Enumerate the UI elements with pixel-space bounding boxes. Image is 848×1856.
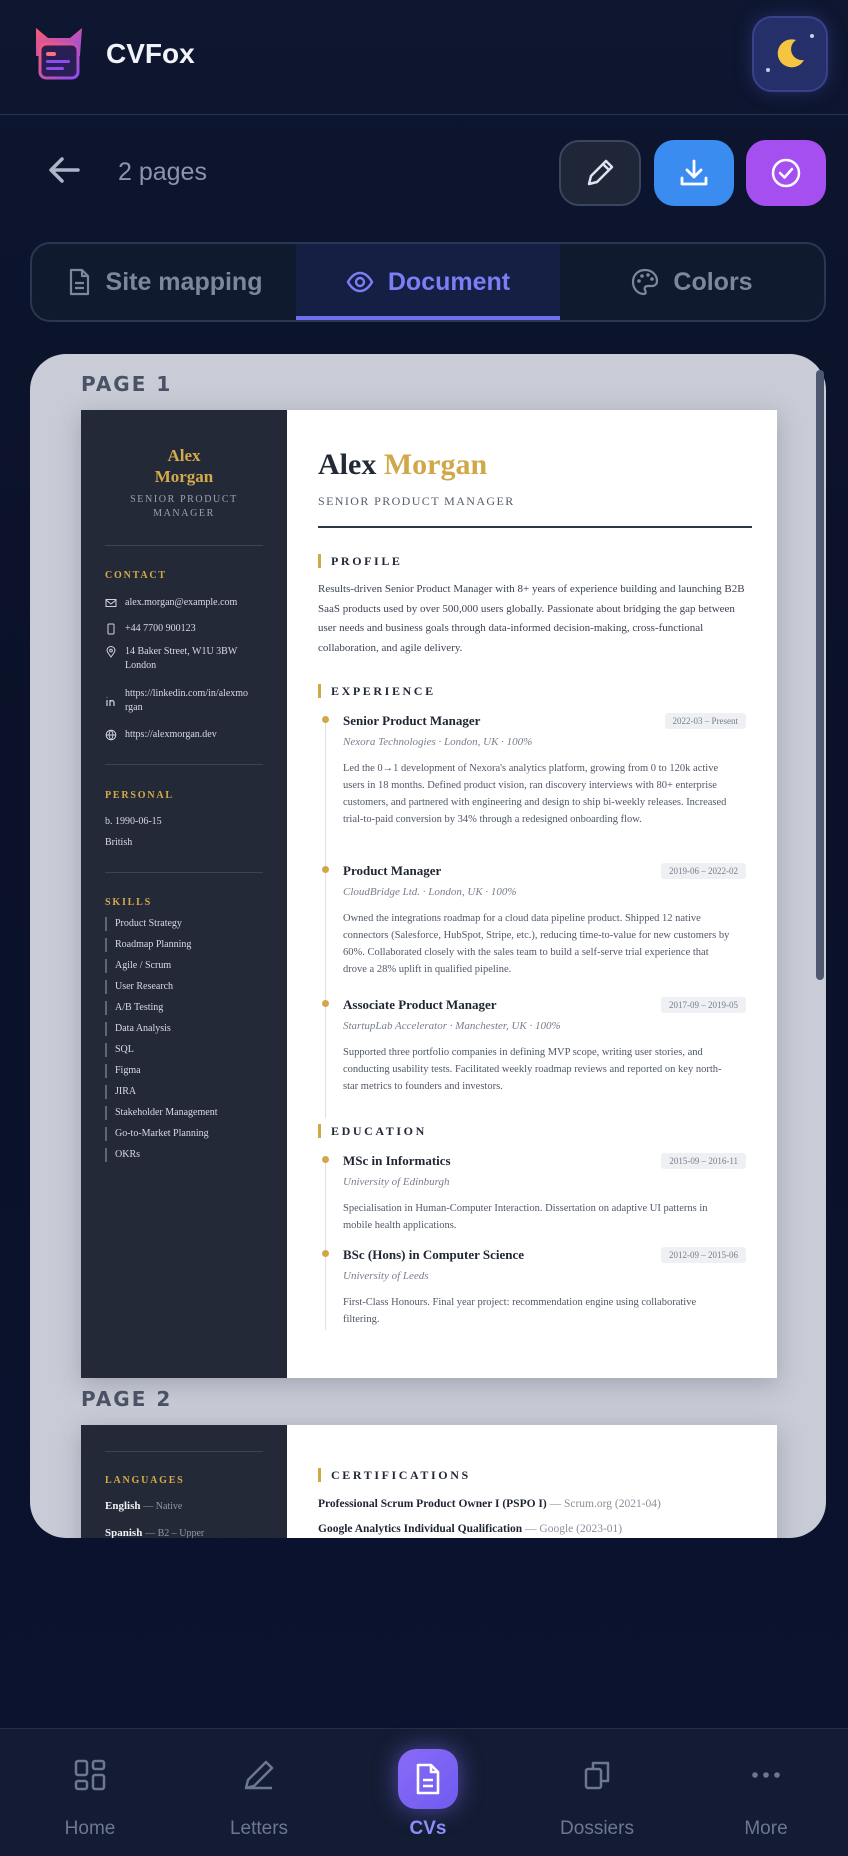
phone-icon — [105, 623, 117, 635]
job-date: 2017-09 – 2019-05 — [661, 997, 746, 1013]
timeline-dot — [322, 866, 329, 873]
job-title: Senior Product Manager — [343, 713, 481, 728]
page-2-label: PAGE 2 — [81, 1387, 173, 1411]
personal-birth: b. 1990-06-15 — [105, 816, 162, 827]
certification-item: Professional Scrum Product Owner I (PSPO I) — Scrum.org (2021-04) — [318, 1498, 661, 1510]
contact-heading: CONTACT — [105, 570, 167, 581]
cv-main-content — [287, 1425, 777, 1538]
sidebar-first-name: Alex — [167, 446, 201, 465]
timeline-dot — [322, 1000, 329, 1007]
timeline-dot — [322, 716, 329, 723]
job-org: CloudBridge Ltd. · London, UK · 100% — [343, 886, 517, 898]
location-icon — [105, 646, 117, 658]
cv-page-2 — [81, 1425, 777, 1538]
document-icon — [412, 1762, 444, 1796]
nav-home[interactable] — [25, 1729, 155, 1856]
page-1-label: PAGE 1 — [81, 372, 173, 396]
theme-toggle-button[interactable] — [752, 16, 828, 92]
skill-item: Go-to-Market Planning — [105, 1127, 209, 1141]
nav-letters[interactable] — [194, 1729, 324, 1856]
skill-item: User Research — [105, 980, 173, 994]
education-institution: University of Edinburgh — [343, 1176, 450, 1188]
file-icon — [66, 268, 92, 296]
skill-item: OKRs — [105, 1148, 140, 1162]
check-circle-icon — [769, 156, 803, 190]
pen-icon — [241, 1757, 277, 1793]
validate-button[interactable] — [746, 140, 826, 206]
palette-icon — [631, 268, 659, 296]
education-description: First-Class Honours. Final year project: recommendation engine using collaborative filtering. — [343, 1297, 697, 1325]
skill-item: JIRA — [105, 1085, 136, 1099]
divider — [105, 1451, 263, 1452]
download-icon — [677, 156, 711, 190]
nav-label: CVs — [409, 1818, 447, 1839]
tab-document[interactable] — [296, 244, 560, 320]
linkedin-icon — [105, 695, 117, 707]
preview-scrollbar[interactable] — [816, 370, 824, 980]
education-heading: EDUCATION — [318, 1124, 427, 1138]
profile-text: Results-driven Senior Product Manager with 8+ years of experience building and launching B2B SaaS products used by over 500,000 users globally. Passionate about bridging the gap between user needs and business goals through data-informed decision-making, cross-functional collaboration, and agile delivery. — [318, 583, 745, 654]
divider — [105, 764, 263, 765]
job-org: StartupLab Accelerator · Manchester, UK · 100% — [343, 1020, 561, 1032]
cv-sidebar — [81, 410, 287, 1378]
timeline-dot — [322, 1250, 329, 1257]
arrow-left-icon — [44, 150, 84, 190]
skill-item: Data Analysis — [105, 1022, 171, 1036]
skill-item: A/B Testing — [105, 1001, 163, 1015]
timeline-line — [325, 1158, 326, 1330]
app-header — [0, 0, 848, 115]
skill-item: Figma — [105, 1064, 141, 1078]
certification-item: Google Analytics Individual Qualification — Google (2023-01) — [318, 1523, 623, 1535]
fox-logo-icon — [34, 26, 84, 82]
skill-item: SQL — [105, 1043, 134, 1057]
view-tabs — [30, 242, 826, 322]
education-institution: University of Leeds — [343, 1270, 429, 1282]
cv-role: SENIOR PRODUCT MANAGER — [318, 494, 515, 508]
certifications-heading: CERTIFICATIONS — [318, 1468, 471, 1482]
tab-label: Site mapping — [105, 267, 263, 296]
cv-name: Alex Morgan — [318, 448, 488, 481]
contact-address: 14 Baker Street, W1U 3BW London — [105, 645, 269, 673]
back-button[interactable] — [44, 150, 84, 190]
globe-icon — [105, 729, 117, 741]
moon-icon — [774, 36, 808, 70]
education-description: Specialisation in Human-Computer Interaction. Dissertation on adaptive UI patterns in mobile health applications. — [343, 1203, 708, 1231]
tab-site-mapping[interactable] — [32, 244, 296, 320]
contact-email: alex.morgan@example.com — [105, 596, 269, 610]
profile-heading: PROFILE — [318, 554, 403, 568]
mail-icon — [105, 597, 117, 609]
tab-colors[interactable] — [560, 244, 824, 320]
tab-label: Colors — [673, 267, 753, 296]
pencil-icon — [583, 156, 617, 190]
job-description: Led the 0→1 development of Nexora's analytics platform, growing from 0 to 120k active users in 18 months. Defined product vision, ran discovery interviews with 80+ enterprise customers, and partnered with engineering and design to ship bi-weekly releases. Increased trial-to-paid conversion by 34% through a redesigned onboarding flow. — [343, 763, 727, 825]
nav-label: Home — [64, 1818, 116, 1839]
personal-heading: PERSONAL — [105, 790, 174, 801]
tab-label: Document — [387, 267, 511, 296]
cvs-active-indicator[interactable] — [398, 1749, 458, 1809]
contact-linkedin: https://linkedin.com/in/alexmo rgan — [105, 687, 269, 715]
nav-label: More — [744, 1818, 788, 1839]
divider — [105, 545, 263, 546]
education-date: 2015-09 – 2016-11 — [661, 1153, 746, 1169]
sidebar-role-line: SENIOR PRODUCT — [130, 494, 238, 505]
more-icon — [748, 1757, 784, 1793]
languages-heading: LANGUAGES — [105, 1475, 185, 1486]
page-count: 2 pages — [118, 158, 207, 186]
divider — [105, 872, 263, 873]
language-item: English — Native — [105, 1500, 183, 1512]
education-title: MSc in Informatics — [343, 1153, 451, 1168]
job-date: 2019-06 – 2022-02 — [661, 863, 746, 879]
language-item: Spanish — B2 – Upper — [105, 1527, 205, 1538]
eye-icon — [346, 271, 374, 293]
nav-label: Dossiers — [560, 1818, 634, 1839]
education-date: 2012-09 – 2015-06 — [661, 1247, 746, 1263]
contact-phone: +44 7700 900123 — [105, 622, 269, 636]
personal-nationality: British — [105, 837, 133, 848]
document-preview[interactable] — [30, 354, 826, 1538]
timeline-dot — [322, 1156, 329, 1163]
job-title: Associate Product Manager — [343, 997, 497, 1012]
download-button[interactable] — [654, 140, 734, 206]
cv-page-1 — [81, 410, 777, 1378]
sidebar-last-name: Morgan — [154, 467, 214, 486]
divider — [318, 526, 752, 528]
contact-website: https://alexmorgan.dev — [105, 728, 269, 742]
job-description: Owned the integrations roadmap for a cloud data pipeline product. Shipped 12 native connectors (Salesforce, HubSpot, Stripe, etc.), reducing time-to-value for new customers by 60%. Collaborated closely with the sales team to build a self-serve trial experience that drove a 28% uplift in qualified pipeline. — [343, 913, 730, 975]
skill-item: Stakeholder Management — [105, 1106, 217, 1120]
edit-button[interactable] — [559, 140, 641, 206]
skill-item: Roadmap Planning — [105, 938, 191, 952]
job-title: Product Manager — [343, 863, 442, 878]
nav-label: Letters — [229, 1818, 289, 1839]
cv-main-content — [287, 410, 777, 1378]
grid-icon — [72, 1757, 108, 1793]
sidebar-role-line: MANAGER — [153, 508, 215, 519]
nav-more[interactable] — [701, 1729, 831, 1856]
job-org: Nexora Technologies · London, UK · 100% — [343, 736, 533, 748]
nav-dossiers[interactable] — [532, 1729, 662, 1856]
copy-icon — [579, 1757, 615, 1793]
app-title: CVFox — [106, 38, 195, 69]
timeline-line — [325, 718, 326, 1118]
skill-item: Product Strategy — [105, 917, 182, 931]
job-description: Supported three portfolio companies in defining MVP scope, writing user stories, and conducting usability tests. Facilitated weekly roadmap reviews and reported on key north-star metrics to founders and investors. — [343, 1047, 722, 1092]
experience-heading: EXPERIENCE — [318, 684, 436, 698]
education-title: BSc (Hons) in Computer Science — [343, 1247, 525, 1262]
cv-sidebar — [81, 1425, 287, 1538]
job-date: 2022-03 – Present — [665, 713, 747, 729]
skills-heading: SKILLS — [105, 897, 152, 908]
skill-item: Agile / Scrum — [105, 959, 171, 973]
